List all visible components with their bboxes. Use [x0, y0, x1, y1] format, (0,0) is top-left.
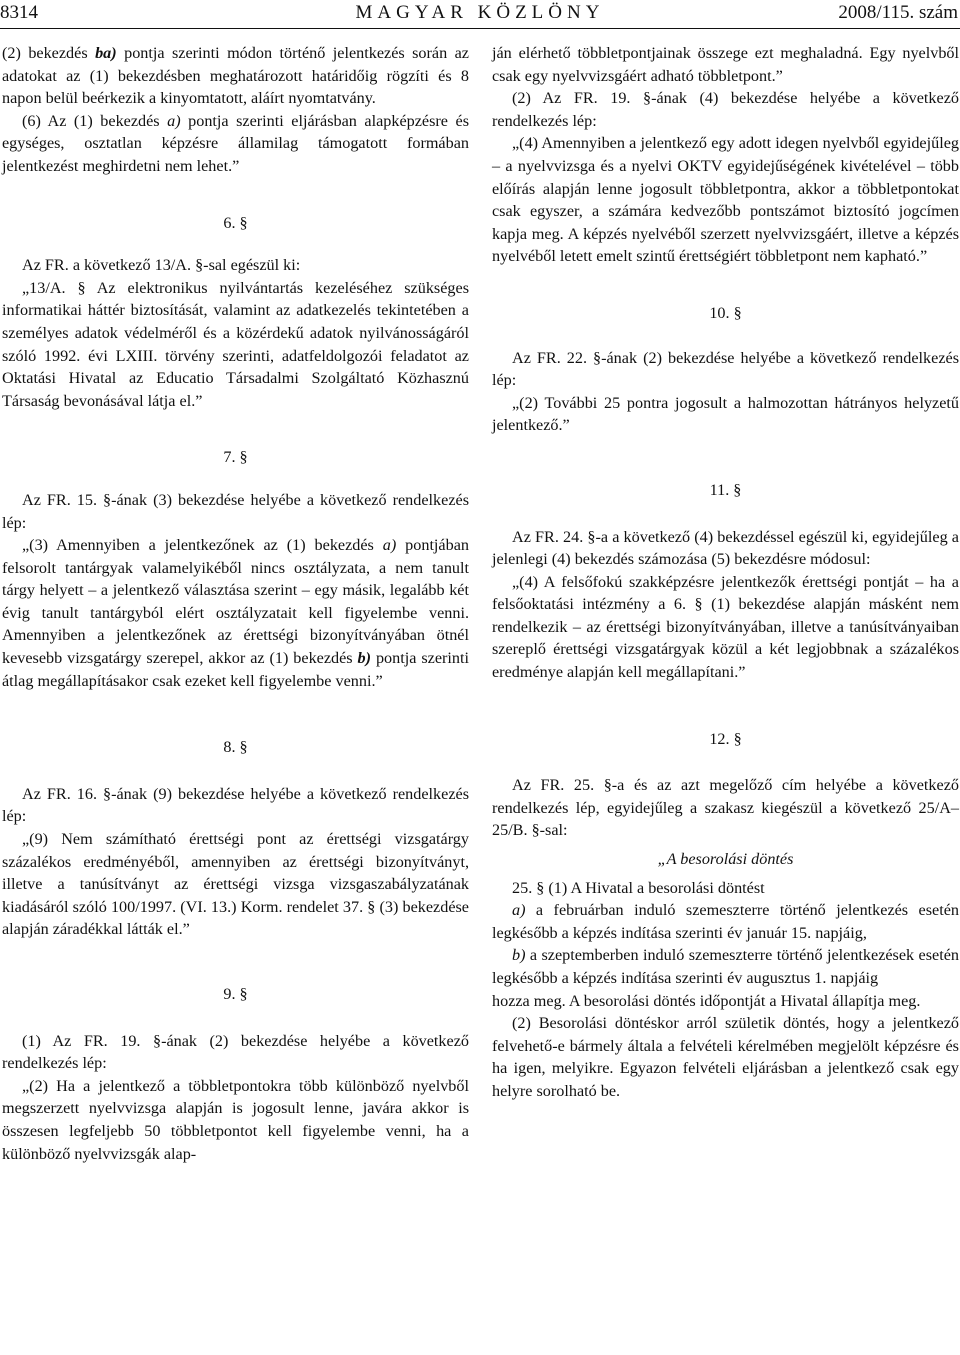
page-number: 8314	[0, 2, 38, 23]
paragraph: Az FR. 15. §-ának (3) bekezdése helyébe a következő rendelkezés lép:	[2, 490, 469, 532]
paragraph: Az FR. a következő 13/A. §-sal egészül ki:	[22, 256, 301, 275]
paragraph: (2) Az FR. 19. §-ának (4) bekezdése helyébe a következő rendelkezés lép:	[492, 89, 959, 130]
paragraph: Az FR. 16. §-ának (9) bekezdése helyébe a következő rendelkezés lép:	[2, 784, 469, 826]
section-heading: 12. §	[709, 729, 742, 748]
header-rule	[0, 28, 960, 29]
journal-title: MAGYAR KÖZLÖNY	[355, 2, 605, 23]
paragraph: Az FR. 22. §-ának (2) bekezdése helyébe a következő rendelkezés lép:	[492, 348, 959, 390]
right-column	[492, 42, 959, 1103]
paragraph: ján elérhető többletpontjainak összege ezt meghaladná. Egy nyelvből csak egy nyelvvizsgáért adható többletpont.”	[492, 44, 959, 85]
paragraph: „(4) A felsőfokú szakképzésre jelentkezők érettségi pontját – ha a felsőoktatási intézmény a 6. § (1) bekezdése alapján másként nem rendelkezik – az érettségi bizonyítványában, illetve a tanúsítványaiban szereplő érettségi vizsgatárgyak közül a két legjobbnak a százalékos eredménye alapján kell megállapítani.”	[492, 572, 959, 682]
paragraph: „(3) Amennyiben a jelentkezőnek az (1) bekezdés a) pontjában felsorolt tantárgyak valamelyikéből nincs osztályzata, a nem tanult tárgy helyett – a jelentkező választása szerint – egy másik, legalább két évig tanult tantárgyból elért osztályzatait kell figyelembe venni. Amennyiben a jelentkezőnek az érettségi bizonyítványában ötnél kevesebb vizsgatárgy szerepel, akkor az (1) bekezdés b) pontja szerinti átlag megállapításakor csak ezeket kell figyelembe venni.”	[2, 536, 469, 690]
section-heading: 9. §	[223, 985, 248, 1003]
section-heading: 6. §	[223, 213, 248, 232]
paragraph: „13/A. § Az elektronikus nyilvántartás kezeléséhez szükséges informatikai háttér biztosítását, valamint az adatkezelés tekintetében a személyes adatok védelméről és a közérdekű adatok nyilvánosságáról szóló 1992. évi LXIII. törvény szerinti, adatfeldolgozói feladatot az Oktatási Hivatal az Educatio Társadalmi Szolgáltató Közhasznú Társaság bevonásával látja el.”	[2, 278, 469, 410]
list-item: a) a februárban induló szemeszterre történő jelentkezés esetén legkésőbb a képzés indítása szerinti év január 15. napjáig,	[492, 901, 959, 942]
paragraph: (1) Az FR. 19. §-ának (2) bekezdése helyébe a következő rendelkezés lép:	[2, 1031, 469, 1073]
paragraph: „(4) Amennyiben a jelentkező egy adott idegen nyelvből egyidejűleg – a nyelvvizsga és a nyelvi OKTV egyidejűségének kivételével – több előírás alapján lenne jogosult többletpontra, akkor a többletpontokat csak egyszer, a számára kedvezőbb pontszámot biztosító jogcímen kapja meg. A képzés nyelvéből szerzett nyelvvizsgáért, illetve a képzés nyelvéből letett emelt szintű érettségiért többletpont nem kapható.”	[492, 134, 959, 266]
section-heading: 11. §	[709, 480, 742, 499]
paragraph: 25. § (1) A Hivatal a besorolási döntést	[512, 878, 765, 897]
paragraph: „(9) Nem számítható érettségi pont az érettségi vizsgatárgy százalékos eredményéből, amennyiben az érettségi bizonyítványt, illetve a tanúsítványt az érettségi vizsga vizsgaszabályzatának kiadásáról szóló 100/1997. (VI. 13.) Korm. rendelet 37. § (3) bekezdése alapján záradékkal látták el.”	[2, 830, 469, 939]
page-header	[0, 0, 960, 28]
section-heading: 8. §	[223, 738, 248, 757]
paragraph: (2) bekezdés ba) pontja szerinti módon történő jelentkezés során az adatokat az (1) bekezdésben meghatározott határidőig rögzíti és 8 napon belül beérkezik a kinyomtatott, aláírt nyomtatvány.	[2, 44, 469, 108]
paragraph: Az FR. 25. §-a és az azt megelőző cím helyébe a következő rendelkezés lép, egyidejűleg a szakasz kiegészül a következő 25/A–25/B. §-sal:	[492, 776, 959, 840]
issue-number: 2008/115. szám	[838, 2, 958, 23]
paragraph: „(2) További 25 pontra jogosult a halmozottan hátrányos helyzetű jelentkező.”	[492, 393, 959, 435]
section-heading: 10. §	[709, 303, 742, 322]
paragraph: „(2) Ha a jelentkező a többletpontokra több különböző nyelvből megszerzett nyelvvizsga alapján is jogosult lenne, javára akkor is összesen legfeljebb 50 többletpontot kell figyelembe venni, ha a különböző nyelvvizsgák alap-	[2, 1076, 469, 1163]
paragraph: Az FR. 24. §-a a következő (4) bekezdéssel egészül ki, egyidejűleg a jelenlegi (4) bekezdés számozása (5) bekezdésre módosul:	[492, 527, 959, 569]
list-item: b) a szeptemberben induló szemeszterre történő jelentkezések esetén legkésőbb a képzés indítása szerinti év augusztus 1. napjáig	[492, 946, 959, 987]
section-heading: 7. §	[223, 448, 248, 467]
paragraph: (6) Az (1) bekezdés a) pontja szerinti eljárásban alapképzésre és egységes, osztatlan képzésre államilag támogatott formában jelentkezést meghirdetni nem lehet.”	[2, 111, 470, 175]
paragraph: hozza meg. A besorolási döntés időpontját a Hivatal állapítja meg.	[492, 991, 921, 1010]
paragraph: (2) Besorolási döntéskor arról születik döntés, hogy a jelentkező felvehető-e bármely általa a felvételi kérelmében megjelölt képzésre és ha igen, melyikre. Egyazon felvételi eljárásban a jelentkező csak egy helyre sorolható be.	[492, 1014, 959, 1100]
left-column	[2, 42, 469, 1165]
subtitle: „A besorolási döntés	[657, 850, 794, 869]
